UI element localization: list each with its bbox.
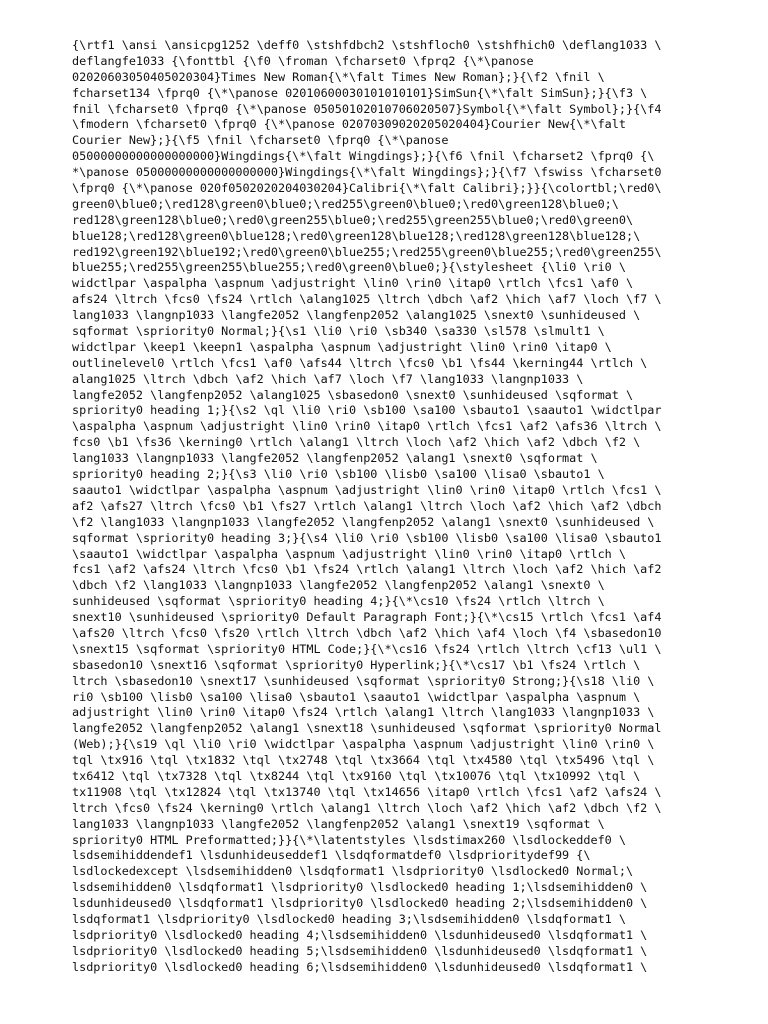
text-line: red192\green192\blue192;\red0\green0\blue255;\red255\green0\blue255;\red0\green255\: [72, 244, 662, 259]
text-line: \afs20 \ltrch \fcs0 \fs20 \rtlch \ltrch \dbch \af2 \hich \af4 \loch \f4 \sbasedon10: [72, 625, 662, 640]
text-line: lang1033 \langnp1033 \langfe2052 \langfenp2052 \alang1 \snext0 \sqformat \: [72, 451, 598, 466]
text-line: adjustright \lin0 \rin0 \itap0 \fs24 \rtlch \alang1 \ltrch \lang1033 \langnp1033 \: [72, 705, 655, 720]
text-line: fcharset134 \fprq0 {\*\panose 02010600030101010101}SimSun{\*\falt SimSun};}{\f3 \: [72, 85, 648, 100]
text-line: blue255;\red255\green255\blue255;\red0\green0\blue0;}{\stylesheet {\li0 \ri0 \: [72, 260, 626, 275]
text-line: tql \tx916 \tql \tx1832 \tql \tx2748 \tql \tx3664 \tql \tx4580 \tql \tx5496 \tql \: [72, 753, 655, 768]
text-line: blue128;\red128\green0\blue128;\red0\green128\blue128;\red128\green128\blue128;\: [72, 228, 641, 243]
text-line: fcs0 \b1 \fs36 \kerning0 \rtlch \alang1 \ltrch \loch \af2 \hich \af2 \dbch \f2 \: [72, 435, 641, 450]
text-line: 05000000000000000000}Wingdings{\*\falt Wingdings};}{\f6 \fnil \fcharset2 \fprq0 {\: [72, 149, 655, 164]
text-line: \aspalpha \aspnum \adjustright \lin0 \rin0 \itap0 \rtlch \fcs1 \af2 \afs36 \ltrch \: [72, 419, 662, 434]
text-line: red128\green128\blue0;\red0\green255\blue0;\red255\green255\blue0;\red0\green0\: [72, 212, 634, 227]
text-line: langfe2052 \langfenp2052 \alang1 \snext18 \sunhideused \sqformat \spriority0 Normal: [72, 721, 662, 736]
text-line: outlinelevel0 \rtlch \fcs1 \af0 \afs44 \ltrch \fcs0 \b1 \fs44 \kerning44 \rtlch \: [72, 355, 648, 370]
text-line: af2 \afs27 \ltrch \fcs0 \b1 \fs27 \rtlch \alang1 \ltrch \loch \af2 \hich \af2 \dbch: [72, 498, 662, 513]
text-line: lsdpriority0 \lsdlocked0 heading 4;\lsdsemihidden0 \lsdunhideused0 \lsdqformat1 \: [72, 927, 648, 942]
text-line: sqformat \spriority0 Normal;}{\s1 \li0 \ri0 \sb340 \sa330 \sl578 \slmult1 \: [72, 324, 605, 339]
text-line: lsdpriority0 \lsdlocked0 heading 5;\lsdsemihidden0 \lsdunhideused0 \lsdqformat1 \: [72, 943, 648, 958]
text-line: ltrch \fcs0 \fs24 \kerning0 \rtlch \alang1 \ltrch \loch \af2 \hich \af2 \dbch \f2 \: [72, 800, 662, 815]
text-line: spriority0 heading 2;}{\s3 \li0 \ri0 \sb100 \lisb0 \sa100 \lisa0 \sbauto1 \: [72, 467, 605, 482]
text-line: snext10 \sunhideused \spriority0 Default Paragraph Font;}{\*\cs15 \rtlch \fcs1 \af4: [72, 610, 662, 625]
text-line: {\rtf1 \ansi \ansicpg1252 \deff0 \stshfdbch2 \stshfloch0 \stshfhich0 \deflang1033 \: [72, 38, 662, 52]
text-line: \snext15 \sqformat \spriority0 HTML Code;}{\*\cs16 \fs24 \rtlch \ltrch \cf13 \ul1 \: [72, 641, 662, 656]
text-line: lang1033 \langnp1033 \langfe2052 \langfenp2052 \alang1025 \snext0 \sunhideused \: [72, 308, 641, 323]
text-line: lsdlockedexcept \lsdsemihidden0 \lsdqformat1 \lsdpriority0 \lsdlocked0 Normal;\: [72, 864, 634, 879]
rtf-source-text: [72, 38, 712, 976]
text-line: saauto1 \widctlpar \aspalpha \aspnum \adjustright \lin0 \rin0 \itap0 \rtlch \fcs1 \: [72, 482, 662, 497]
text-line: lsdpriority0 \lsdlocked0 heading 6;\lsdsemihidden0 \lsdunhideused0 \lsdqformat1 \: [72, 959, 648, 974]
text-line: langfe2052 \langfenp2052 \alang1025 \sbasedon0 \snext0 \sunhideused \sqformat \: [72, 387, 634, 402]
text-line: sunhideused \sqformat \spriority0 heading 4;}{\*\cs10 \fs24 \rtlch \ltrch \: [72, 594, 605, 609]
text-line: widctlpar \keep1 \keepn1 \aspalpha \aspnum \adjustright \lin0 \rin0 \itap0 \: [72, 339, 612, 354]
text-line: sbasedon10 \snext16 \sqformat \spriority0 Hyperlink;}{\*\cs17 \b1 \fs24 \rtlch \: [72, 657, 641, 672]
text-line: spriority0 HTML Preformatted;}}{\*\latentstyles \lsdstimax260 \lsdlockeddef0 \: [72, 832, 626, 847]
text-line: Courier New};}{\f5 \fnil \fcharset0 \fprq0 {\*\panose: [72, 133, 449, 148]
text-line: tx6412 \tql \tx7328 \tql \tx8244 \tql \tx9160 \tql \tx10076 \tql \tx10992 \tql \: [72, 768, 641, 783]
text-line: lsdqformat1 \lsdpriority0 \lsdlocked0 heading 3;\lsdsemihidden0 \lsdqformat1 \: [72, 911, 626, 926]
text-line: lsdunhideused0 \lsdqformat1 \lsdpriority0 \lsdlocked0 heading 2;\lsdsemihidden0 \: [72, 896, 648, 911]
text-line: \fprq0 {\*\panose 020f0502020204030204}Calibri{\*\falt Calibri};}}{\colortbl;\red0\: [72, 181, 662, 196]
text-line: fnil \fcharset0 \fprq0 {\*\panose 05050102010706020507}Symbol{\*\falt Symbol};}{\f4: [72, 101, 662, 116]
text-line: lsdsemihidden0 \lsdqformat1 \lsdpriority0 \lsdlocked0 heading 1;\lsdsemihidden0 \: [72, 880, 648, 895]
text-line: ri0 \sb100 \lisb0 \sa100 \lisa0 \sbauto1 \saauto1 \widctlpar \aspalpha \aspnum \: [72, 689, 641, 704]
text-line: fcs1 \af2 \afs24 \ltrch \fcs0 \b1 \fs24 \rtlch \alang1 \ltrch \loch \af2 \hich \af2: [72, 562, 662, 577]
text-line: alang1025 \ltrch \dbch \af2 \hich \af7 \loch \f7 \lang1033 \langnp1033 \: [72, 371, 584, 386]
text-line: lang1033 \langnp1033 \langfe2052 \langfenp2052 \alang1 \snext19 \sqformat \: [72, 816, 605, 831]
text-line: sqformat \spriority0 heading 3;}{\s4 \li0 \ri0 \sb100 \lisb0 \sa100 \lisa0 \sbauto1: [72, 530, 662, 545]
text-line: 02020603050405020304}Times New Roman{\*\falt Times New Roman};}{\f2 \fnil \: [72, 69, 605, 84]
text-line: deflangfe1033 {\fonttbl {\f0 \froman \fcharset0 \fprq2 {\*\panose: [72, 53, 534, 68]
text-line: green0\blue0;\red128\green0\blue0;\red255\green0\blue0;\red0\green128\blue0;\: [72, 196, 619, 211]
text-line: \dbch \f2 \lang1033 \langnp1033 \langfe2052 \langfenp2052 \alang1 \snext0 \: [72, 578, 605, 593]
text-line: \f2 \lang1033 \langnp1033 \langfe2052 \langfenp2052 \alang1 \snext0 \sunhideused \: [72, 514, 655, 529]
text-line: *\panose 05000000000000000000}Wingdings{\*\falt Wingdings};}{\f7 \fswiss \fcharset0: [72, 165, 662, 180]
text-line: widctlpar \aspalpha \aspnum \adjustright \lin0 \rin0 \itap0 \rtlch \fcs1 \af0 \: [72, 276, 634, 291]
text-line: \fmodern \fcharset0 \fprq0 {\*\panose 02070309020205020404}Courier New{\*\falt: [72, 117, 626, 132]
text-line: ltrch \sbasedon10 \snext17 \sunhideused \sqformat \spriority0 Strong;}{\s18 \li0 \: [72, 673, 655, 688]
text-line: lsdsemihiddendef1 \lsdunhideuseddef1 \lsdqformatdef0 \lsdprioritydef99 {\: [72, 848, 591, 863]
text-line: spriority0 heading 1;}{\s2 \ql \li0 \ri0 \sb100 \sa100 \sbauto1 \saauto1 \widctlpar: [72, 403, 662, 418]
text-line: afs24 \ltrch \fcs0 \fs24 \rtlch \alang1025 \ltrch \dbch \af2 \hich \af7 \loch \f7 \: [72, 292, 662, 307]
text-line: tx11908 \tql \tx12824 \tql \tx13740 \tql \tx14656 \itap0 \rtlch \fcs1 \af2 \afs24 \: [72, 784, 662, 799]
text-line: \saauto1 \widctlpar \aspalpha \aspnum \adjustright \lin0 \rin0 \itap0 \rtlch \: [72, 546, 626, 561]
text-line: (Web);}{\s19 \ql \li0 \ri0 \widctlpar \aspalpha \aspnum \adjustright \lin0 \rin0 \: [72, 737, 655, 752]
